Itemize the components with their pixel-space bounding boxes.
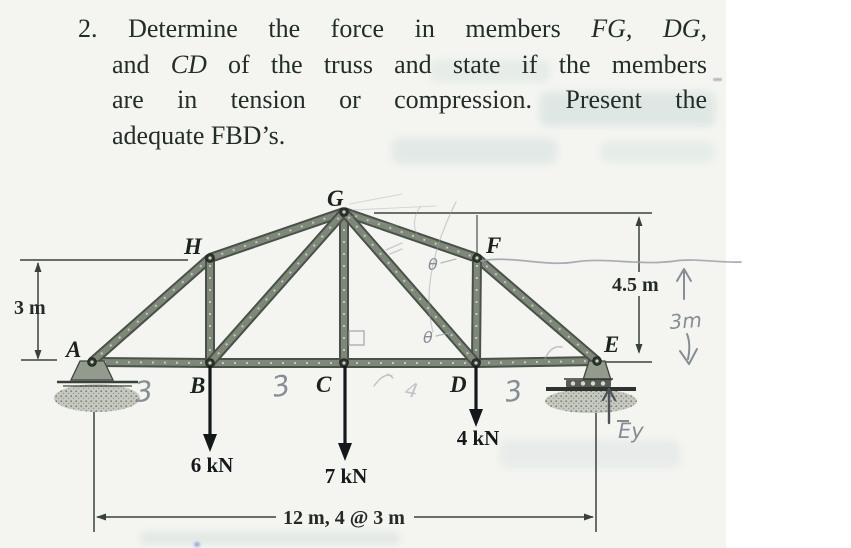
joint-pin-center bbox=[90, 360, 93, 363]
node-label-F: F bbox=[486, 233, 502, 258]
handwritten-bay-1: 3 bbox=[133, 374, 155, 409]
pencil-swoosh bbox=[374, 374, 393, 386]
ground-hatch bbox=[545, 389, 637, 413]
node-label-H: H bbox=[184, 234, 202, 259]
roller-support-E bbox=[545, 361, 637, 413]
joint-pin-center bbox=[474, 361, 477, 364]
dim-label-right-height: 4.5 m bbox=[612, 274, 659, 296]
arrowhead-icon bbox=[338, 443, 352, 461]
roller-icon bbox=[571, 381, 575, 385]
arrowhead-icon bbox=[203, 434, 217, 452]
problem-text: adequate FBD’s. bbox=[112, 120, 286, 150]
handwritten-bay-2: 3 bbox=[269, 368, 293, 404]
joint-pin-center bbox=[595, 359, 598, 362]
node-label-B: B bbox=[190, 373, 206, 398]
joint-pin-center bbox=[208, 361, 211, 364]
roller-icon bbox=[591, 381, 595, 385]
problem-text: and bbox=[112, 49, 171, 79]
handwritten-height-3m: 3m bbox=[668, 307, 703, 334]
load-label-7kN: 7 kN bbox=[324, 464, 368, 488]
dim-arrow-left-icon bbox=[96, 514, 106, 521]
joint-pin-center bbox=[342, 361, 345, 364]
load-label-6kN: 6 kN bbox=[190, 453, 234, 477]
truss-member-DF bbox=[476, 258, 477, 363]
node-label-E: E bbox=[604, 332, 620, 357]
roller-icon bbox=[581, 381, 585, 385]
dim-label-span: 12 m, 4 @ 3 m bbox=[283, 507, 405, 529]
handwritten-theta-2: θ bbox=[423, 328, 433, 347]
dim-label-left-height: 3 m bbox=[14, 297, 46, 319]
truss-members bbox=[92, 212, 597, 363]
problem-text: of the truss and state if the members bbox=[206, 49, 707, 79]
handwritten-bay-3: 4 bbox=[403, 377, 420, 404]
pencil-f-level-line bbox=[481, 259, 741, 263]
member-name-italic: FG, DG, bbox=[591, 14, 707, 43]
member-name-italic: CD bbox=[170, 49, 207, 79]
pin-support-A bbox=[54, 361, 140, 412]
pencil-mark bbox=[441, 259, 456, 263]
truss-member-AB bbox=[92, 362, 210, 363]
dim-arrow-up-icon bbox=[35, 262, 42, 272]
problem-text: Determine the force in members bbox=[128, 14, 592, 43]
dim-arrow-down-icon bbox=[35, 350, 42, 360]
joint-pin-center bbox=[475, 256, 478, 259]
handwritten-theta-1: θ bbox=[428, 255, 438, 274]
dim-arrow-down-icon bbox=[636, 344, 643, 354]
roller-icon bbox=[601, 381, 605, 385]
handwritten-bay-4: 3 bbox=[502, 373, 525, 409]
node-label-C: C bbox=[316, 372, 332, 397]
truss-member-FE bbox=[477, 258, 597, 361]
pencil-right-angle-mark bbox=[349, 331, 364, 345]
dim-arrow-up-icon bbox=[636, 216, 643, 226]
problem-text: are in tension or compression. Present the bbox=[112, 85, 707, 115]
node-label-A: A bbox=[66, 337, 82, 362]
joint-pin-center bbox=[208, 256, 211, 259]
dim-arrow-right-icon bbox=[584, 514, 594, 521]
arrowhead-icon bbox=[469, 409, 483, 427]
ground-hatch bbox=[54, 384, 140, 412]
load-label-4kN: 4 kN bbox=[456, 426, 500, 450]
node-label-G: G bbox=[327, 186, 344, 211]
node-label-D: D bbox=[450, 372, 467, 397]
handwritten-reaction-label: Ey bbox=[618, 419, 644, 443]
pencil-scribble bbox=[386, 243, 402, 254]
handwritten-down-arrow bbox=[687, 334, 689, 359]
problem-number: 2. bbox=[78, 14, 129, 43]
